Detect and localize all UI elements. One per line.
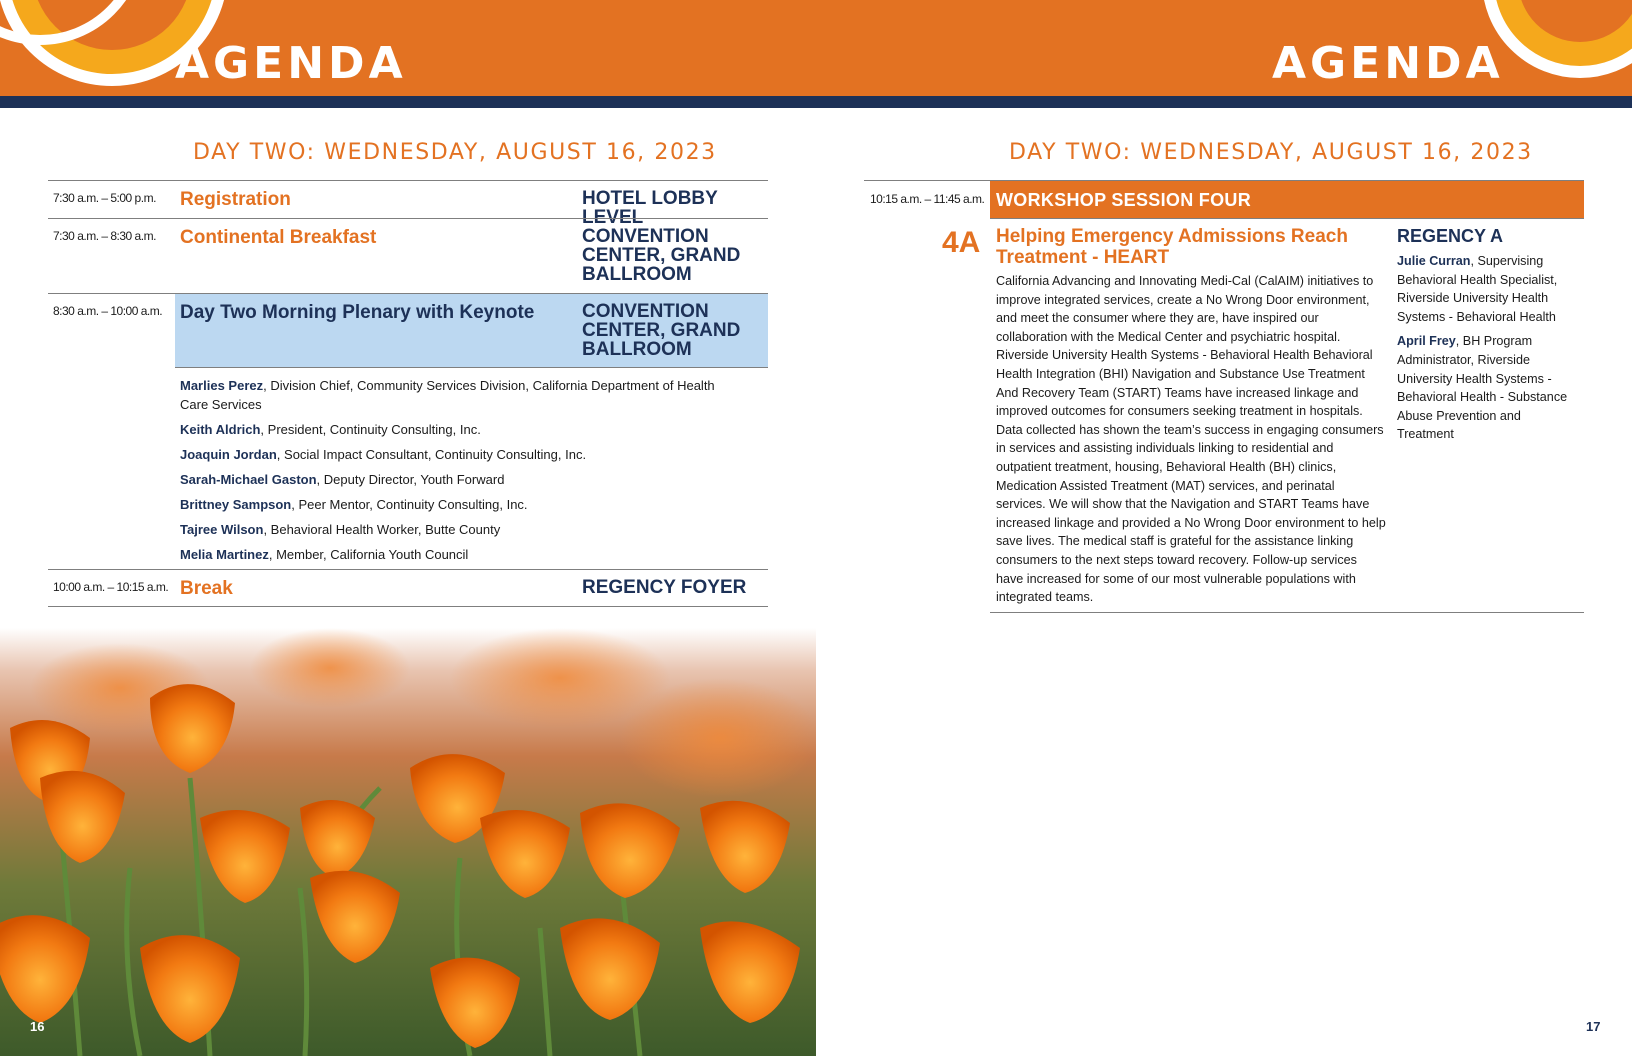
speaker-name: Brittney Sampson [180,497,292,512]
speaker-role: , Behavioral Health Worker, Butte County [263,522,501,537]
session-title: Helping Emergency Admissions Reach Treatment - HEART [996,226,1348,268]
page-number-left: 16 [30,1019,45,1034]
workshop-label: WORKSHOP SESSION FOUR [996,190,1251,210]
speaker-role: , Peer Mentor, Continuity Consulting, Inc. [291,497,528,512]
poppies-illustration [0,628,816,1056]
speaker-name: Marlies Perez [180,378,264,393]
agenda-title-right: AGENDA [1272,38,1504,89]
speaker-item [180,376,740,414]
row-time: 8:30 a.m. – 10:00 a.m. [53,304,163,318]
agenda-row [48,218,768,293]
day-heading-left: DAY TWO: WEDNESDAY, AUGUST 16, 2023 [193,140,717,165]
presenter-name: Julie Curran [1397,254,1471,268]
workshop-time: 10:15 a.m. – 11:45 a.m. [870,192,985,206]
row-title: Break [180,578,233,599]
day-heading-right: DAY TWO: WEDNESDAY, AUGUST 16, 2023 [1009,140,1533,165]
speaker-name: Keith Aldrich [180,422,261,437]
row-time: 7:30 a.m. – 5:00 p.m. [53,191,156,205]
presenter-name: April Frey [1397,334,1456,349]
row-time: 10:00 a.m. – 10:15 a.m. [53,580,169,594]
speaker-item [180,520,740,539]
speaker-item [180,470,740,489]
row-location: HOTEL LOBBY LEVEL [582,188,718,228]
row-title: Continental Breakfast [180,227,377,248]
speaker-role: , Division Chief, Community Services Division, California Department of Health Care Services [180,378,715,412]
speaker-name: Joaquin Jordan [180,447,277,462]
agenda-row [48,569,768,607]
presenter-list [1397,252,1577,450]
header-rule [0,96,1632,108]
speaker-role: , Social Impact Consultant, Continuity Consulting, Inc. [276,447,587,462]
workshop-bar [990,181,1584,219]
speaker-item [180,445,740,464]
row-location: CONVENTION CENTER, GRAND BALLROOM [582,226,741,285]
speaker-item [180,545,740,564]
page-number-right: 17 [1586,1019,1601,1034]
speaker-role: , Member, California Youth Council [268,547,469,562]
session-code: 4A [942,226,981,259]
speaker-list [180,376,740,570]
speaker-role: , Deputy Director, Youth Forward [316,472,505,487]
speaker-name: Melia Martinez [180,547,269,562]
agenda-title-left: AGENDA [175,38,407,89]
presenter-role: , Supervising Behavioral Health Specialist, Riverside University Health Systems - Behavioral Health [1397,254,1558,324]
speaker-name: Sarah-Michael Gaston [180,472,317,487]
presenter-item [1397,332,1577,444]
presenter-role: , BH Program Administrator, Riverside University Health Systems - Behavioral Health - Substance Abuse Prevention and Treatment [1397,334,1568,442]
speaker-name: Tajree Wilson [180,522,264,537]
session-rule [990,612,1584,613]
header-banner [0,0,1632,96]
row-time: 7:30 a.m. – 8:30 a.m. [53,229,156,243]
row-location: REGENCY FOYER [582,577,747,598]
agenda-row [48,180,768,228]
presenter-item [1397,252,1577,326]
row-title: Day Two Morning Plenary with Keynote [180,302,535,323]
session-room: REGENCY A [1397,226,1504,246]
speaker-item [180,495,740,514]
speaker-role: , President, Continuity Consulting, Inc. [260,422,481,437]
poppies-photo [0,628,816,1056]
row-title: Registration [180,189,291,210]
row-location: CONVENTION CENTER, GRAND BALLROOM [582,301,741,360]
session-description: California Advancing and Innovating Medi-Cal (CalAIM) initiatives to improve integrated services, create a No Wrong Door environment, and meet the consumer where they are, have inspired our collaboration with the Medical Center and psychiatric hospital. Riverside University Health Systems - Behavioral Health Behavioral Health Integration (BHI) Navigation and Substance Use Treatment And Recovery Team (START) Teams have increased linkage and improved outcomes for consumers seeking treatment in hospitals. Data collected has shown the team’s success in engaging consumers in services and assisting individuals linking to residential and outpatient treatment, housing, Behavioral Health (BH) clinics, Medication Assisted Treatment (MAT) services, and perinatal services. We will show that the Navigation and START Teams have increased linkage and provided a No Wrong Door environment to help save lives. The medical staff is grateful for the assistance linking consumers to the next steps toward recovery. Follow-up services have increased for some of our most vulnerable populations with integrated teams. [996,274,1386,605]
workshop-row [864,180,1584,218]
speaker-item [180,420,740,439]
